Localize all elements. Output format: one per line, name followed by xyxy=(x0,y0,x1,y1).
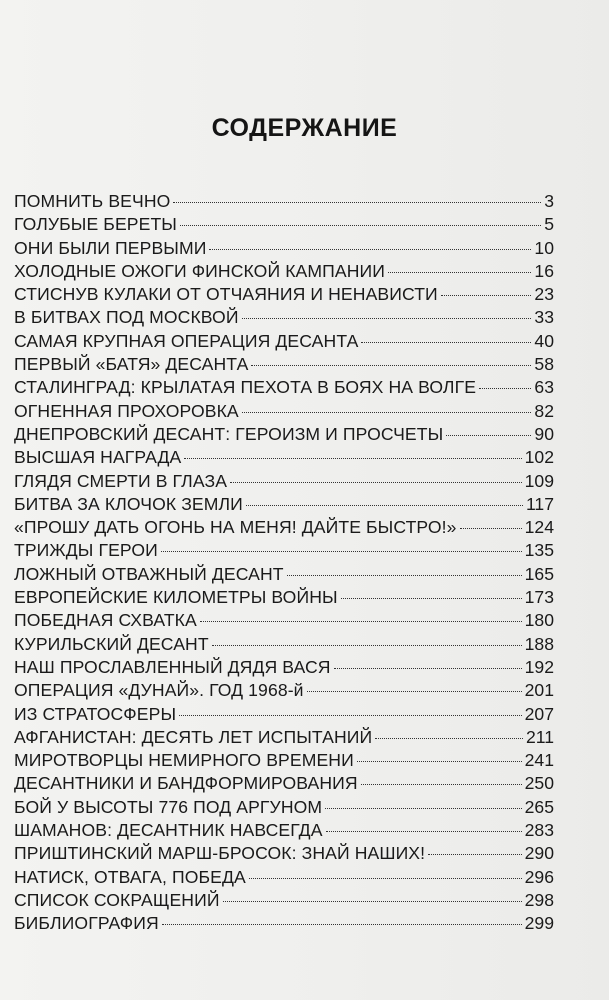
toc-entry xyxy=(14,866,554,889)
toc-entry-title: ОГНЕННАЯ ПРОХОРОВКА xyxy=(14,400,239,421)
toc-entry-title: ДНЕПРОВСКИЙ ДЕСАНТ: ГЕРОИЗМ И ПРОСЧЕТЫ xyxy=(14,423,444,444)
toc-entry-title: ПОМНИТЬ ВЕЧНО xyxy=(14,191,171,211)
dot-leader xyxy=(200,621,522,622)
toc-entry-title: БИТВА ЗА КЛОЧОК ЗЕМЛИ xyxy=(14,493,243,514)
toc-entry xyxy=(14,656,554,679)
toc-entry-page-number: 296 xyxy=(524,866,554,887)
toc-entry-title: БИБЛИОГРАФИЯ xyxy=(14,913,159,934)
toc-entry xyxy=(14,726,554,749)
dot-leader xyxy=(162,924,522,925)
toc-entry-title: ДЕСАНТНИКИ И БАНДФОРМИРОВАНИЯ xyxy=(14,773,358,794)
toc-entry xyxy=(14,633,554,656)
toc-entry-page-number: 180 xyxy=(524,610,554,631)
toc-entry xyxy=(14,493,554,516)
toc-entry-page-number: 33 xyxy=(534,307,554,328)
toc-entry xyxy=(14,353,554,376)
toc-entry xyxy=(14,842,554,865)
dot-leader xyxy=(446,435,531,436)
dot-leader xyxy=(357,761,522,762)
dot-leader xyxy=(251,365,531,366)
toc-entry-page-number: 117 xyxy=(525,493,554,514)
dot-leader xyxy=(242,412,532,413)
toc-entry-page-number: 265 xyxy=(524,796,554,817)
toc-entry xyxy=(14,703,554,726)
toc-entry xyxy=(14,609,554,632)
toc-entry-page-number: 201 xyxy=(524,680,554,701)
toc-entry-page-number: 188 xyxy=(524,633,554,654)
toc-entry-page-number: 58 xyxy=(534,354,554,375)
toc-entry-title: БОЙ У ВЫСОТЫ 776 ПОД АРГУНОМ xyxy=(14,796,323,817)
dot-leader xyxy=(249,878,522,879)
toc-entry xyxy=(14,749,554,772)
dot-leader xyxy=(460,528,522,529)
dot-leader xyxy=(173,202,541,203)
toc-entry-title: СПИСОК СОКРАЩЕНИЙ xyxy=(14,889,220,910)
toc-entry-title: ГОЛУБЫЕ БЕРЕТЫ xyxy=(14,214,177,235)
dot-leader xyxy=(361,784,522,785)
toc-entry-title: ОПЕРАЦИЯ «ДУНАЙ». ГОД 1968-й xyxy=(14,680,304,701)
dot-leader xyxy=(326,831,522,832)
toc-entry-title: НАТИСК, ОТВАГА, ПОБЕДА xyxy=(14,866,246,887)
dot-leader xyxy=(307,691,522,692)
dot-leader xyxy=(334,668,522,669)
dot-leader xyxy=(212,645,522,646)
dot-leader xyxy=(209,249,531,250)
toc-entry-title: ГЛЯДЯ СМЕРТИ В ГЛАЗА xyxy=(14,470,228,491)
toc-entry xyxy=(14,679,554,702)
toc-entry xyxy=(14,586,554,609)
toc-entry-title: АФГАНИСТАН: ДЕСЯТЬ ЛЕТ ИСПЫТАНИЙ xyxy=(14,726,373,747)
toc-entry xyxy=(14,283,554,306)
dot-leader xyxy=(341,598,522,599)
toc-entry-page-number: 82 xyxy=(534,400,554,421)
dot-leader xyxy=(361,342,531,343)
toc-entry-page-number: 63 xyxy=(534,377,554,398)
toc-entry xyxy=(14,190,554,213)
toc-entry xyxy=(14,563,554,586)
page-title: СОДЕРЖАНИЕ xyxy=(211,114,398,142)
toc-entry-title: ЛОЖНЫЙ ОТВАЖНЫЙ ДЕСАНТ xyxy=(14,563,284,584)
toc-entry xyxy=(14,260,554,283)
toc-entry-title: В БИТВАХ ПОД МОСКВОЙ xyxy=(14,307,239,328)
dot-leader xyxy=(161,551,522,552)
toc-entry-title: МИРОТВОРЦЫ НЕМИРНОГО ВРЕМЕНИ xyxy=(14,750,354,771)
toc-entry-page-number: 290 xyxy=(524,843,554,864)
toc-entry-title: ШАМАНОВ: ДЕСАНТНИК НАВСЕГДА xyxy=(14,820,323,841)
toc-entry-page-number: 124 xyxy=(524,517,554,538)
toc-entry-page-number: 173 xyxy=(524,587,554,608)
toc-entry-title: ПРИШТИНСКИЙ МАРШ-БРОСОК: ЗНАЙ НАШИХ! xyxy=(14,843,426,864)
toc-entry-title: ХОЛОДНЫЕ ОЖОГИ ФИНСКОЙ КАМПАНИИ xyxy=(14,260,386,281)
dot-leader xyxy=(180,225,541,226)
toc-entry-title: ВЫСШАЯ НАГРАДА xyxy=(14,447,182,468)
toc-entry-title: «ПРОШУ ДАТЬ ОГОНЬ НА МЕНЯ! ДАЙТЕ БЫСТРО!» xyxy=(14,517,457,538)
toc-entry xyxy=(14,819,554,842)
toc-entry-title: СТАЛИНГРАД: КРЫЛАТАЯ ПЕХОТА В БОЯХ НА ВОЛГЕ xyxy=(14,377,477,398)
toc-entry xyxy=(14,376,554,399)
toc-entry-title: САМАЯ КРУПНАЯ ОПЕРАЦИЯ ДЕСАНТА xyxy=(14,330,359,351)
toc-entry xyxy=(14,446,554,469)
toc-entry xyxy=(14,213,554,236)
toc-entry-page-number: 298 xyxy=(524,889,554,910)
toc-entry-page-number: 192 xyxy=(524,656,554,677)
dot-leader xyxy=(325,808,521,809)
toc-entry xyxy=(14,470,554,493)
toc-entry-page-number: 23 xyxy=(534,284,554,305)
toc-entry-page-number: 211 xyxy=(525,726,554,747)
toc-entry-page-number: 109 xyxy=(524,470,554,491)
toc-entry xyxy=(14,306,554,329)
toc-entry-page-number: 299 xyxy=(524,913,554,934)
dot-leader xyxy=(375,738,523,739)
toc-entry xyxy=(14,400,554,423)
toc-entry-title: ПОБЕДНАЯ СХВАТКА xyxy=(14,610,197,631)
toc-entry-title: НАШ ПРОСЛАВЛЕННЫЙ ДЯДЯ ВАСЯ xyxy=(14,656,331,677)
dot-leader xyxy=(223,901,522,902)
dot-leader xyxy=(246,505,523,506)
dot-leader xyxy=(287,575,522,576)
table-of-contents xyxy=(14,190,554,936)
toc-entry-page-number: 40 xyxy=(534,330,554,351)
toc-entry xyxy=(14,772,554,795)
toc-entry-page-number: 3 xyxy=(544,191,554,211)
toc-entry-page-number: 16 xyxy=(534,260,554,281)
toc-entry-title: ОНИ БЫЛИ ПЕРВЫМИ xyxy=(14,237,207,258)
toc-entry xyxy=(14,796,554,819)
toc-entry-title: СТИСНУВ КУЛАКИ ОТ ОТЧАЯНИЯ И НЕНАВИСТИ xyxy=(14,284,438,305)
toc-entry xyxy=(14,912,554,935)
toc-entry xyxy=(14,330,554,353)
toc-entry-page-number: 283 xyxy=(524,820,554,841)
toc-entry-title: ТРИЖДЫ ГЕРОИ xyxy=(14,540,158,561)
toc-entry-page-number: 165 xyxy=(524,563,554,584)
toc-entry-page-number: 90 xyxy=(534,423,554,444)
toc-entry-page-number: 102 xyxy=(524,447,554,468)
toc-entry-page-number: 250 xyxy=(524,773,554,794)
toc-entry xyxy=(14,237,554,260)
toc-entry xyxy=(14,423,554,446)
dot-leader xyxy=(179,715,522,716)
toc-entry-page-number: 5 xyxy=(544,214,554,235)
dot-leader xyxy=(230,482,522,483)
dot-leader xyxy=(388,272,531,273)
dot-leader xyxy=(479,388,531,389)
toc-entry-page-number: 241 xyxy=(524,750,554,771)
dot-leader xyxy=(428,854,522,855)
toc-entry-title: ЕВРОПЕЙСКИЕ КИЛОМЕТРЫ ВОЙНЫ xyxy=(14,587,338,608)
toc-entry-page-number: 10 xyxy=(534,237,554,258)
dot-leader xyxy=(184,458,521,459)
toc-entry-page-number: 135 xyxy=(524,540,554,561)
toc-entry xyxy=(14,889,554,912)
dot-leader xyxy=(441,295,532,296)
toc-entry xyxy=(14,516,554,539)
toc-entry-title: ИЗ СТРАТОСФЕРЫ xyxy=(14,703,177,724)
toc-entry-title: ПЕРВЫЙ «БАТЯ» ДЕСАНТА xyxy=(14,354,249,375)
toc-entry-title: КУРИЛЬСКИЙ ДЕСАНТ xyxy=(14,633,209,654)
toc-entry xyxy=(14,539,554,562)
dot-leader xyxy=(242,318,532,319)
toc-entry-page-number: 207 xyxy=(524,703,554,724)
